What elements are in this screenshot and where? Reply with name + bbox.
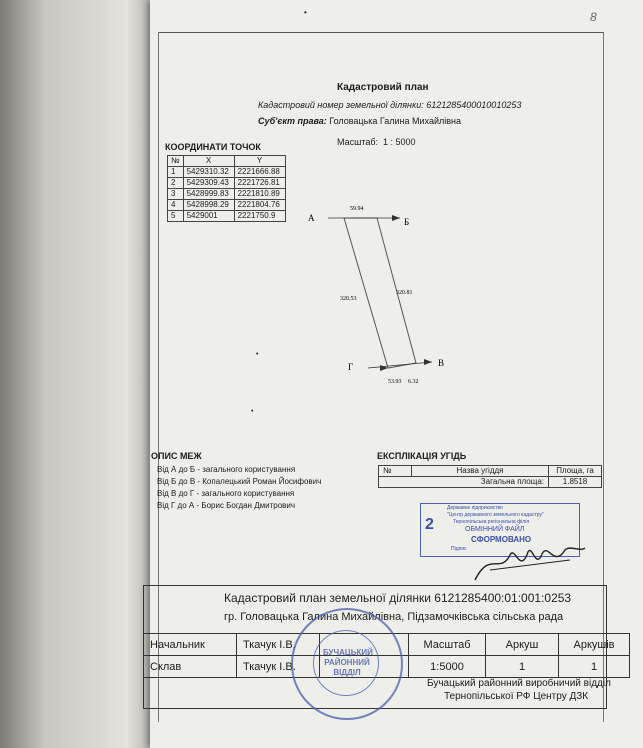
cell: 5428998.29 xyxy=(183,200,234,211)
cell: 5429310.32 xyxy=(183,167,234,178)
cell: 1 xyxy=(559,656,630,678)
table-row xyxy=(168,189,286,200)
coords-col-y: Y xyxy=(234,156,285,167)
round-seal xyxy=(291,608,403,720)
list-item: Від А до Б - загального користування xyxy=(157,465,296,474)
cell: Ткачук І.В. xyxy=(237,656,320,678)
len-left-label: 320.53 xyxy=(340,296,357,302)
footer-title: Кадастровий план земельної ділянки 6121285400:01:001:0253 xyxy=(224,591,572,605)
boundary-heading: ОПИС МЕЖ xyxy=(151,451,202,461)
cell: Масштаб xyxy=(409,634,486,656)
coords-table xyxy=(167,155,286,222)
punch-mark: • xyxy=(304,8,307,17)
org-line-2: Тернопільської РФ Центру ДЗК xyxy=(444,691,589,702)
page-number: 8 xyxy=(590,10,597,24)
cell: 2221726.81 xyxy=(234,178,285,189)
cell: 1 xyxy=(486,656,559,678)
cell: 5429001 xyxy=(183,211,234,222)
point-a-label: А xyxy=(308,213,315,223)
table-row xyxy=(168,200,286,211)
file-stamp-line: Тернопільська регіональна філія xyxy=(453,519,530,525)
table-row xyxy=(168,211,286,222)
table-row xyxy=(379,477,602,488)
land-use-heading: ЕКСПЛІКАЦІЯ УГІДЬ xyxy=(377,451,467,461)
eks-col-area: Площа, га xyxy=(549,466,602,477)
file-stamp-line: Державне підприємство xyxy=(447,505,503,511)
eks-col-num: № xyxy=(379,466,412,477)
list-item: Від В до Г - загального користування xyxy=(157,489,295,498)
list-item: Від Г до А - Борис Богдан Дмитрович xyxy=(157,501,296,510)
coords-col-num: № xyxy=(168,156,184,167)
cadastral-number: Кадастровий номер земельної ділянки: 6121285400010010253 xyxy=(258,100,522,110)
cell: Ткачук І.В. xyxy=(237,634,320,656)
file-stamp-line: "Центр державного земельного кадастру" xyxy=(447,512,544,518)
len-v-label: 6.32 xyxy=(408,379,419,385)
cell: 3 xyxy=(168,189,184,200)
arrow-v-marker xyxy=(424,359,432,365)
cell: Аркушів xyxy=(559,634,630,656)
cell: 1:5000 xyxy=(409,656,486,678)
scale-value: 1 : 5000 xyxy=(383,137,416,147)
land-use-table xyxy=(378,465,602,488)
file-stamp-line: ОБМІННИЙ ФАЙЛ xyxy=(465,526,525,533)
cell: 5 xyxy=(168,211,184,222)
table-row xyxy=(168,178,286,189)
boundary-list xyxy=(157,464,321,512)
scale-label: Масштаб: xyxy=(337,137,379,147)
cell: 5429309.43 xyxy=(183,178,234,189)
coords-header-row xyxy=(168,156,286,167)
frame-top-line xyxy=(158,32,603,33)
cell: 1 xyxy=(168,167,184,178)
cell: 2221804.76 xyxy=(234,200,285,211)
ink-mark: • xyxy=(256,351,259,358)
eks-col-name: Назва угіддя xyxy=(412,466,549,477)
scale-line xyxy=(337,137,416,147)
cell: 2221750.9 xyxy=(234,211,285,222)
arrow-b-marker xyxy=(392,215,400,221)
cell: 4 xyxy=(168,200,184,211)
edge-gv-line xyxy=(368,362,432,368)
table-row xyxy=(168,167,286,178)
eks-total-value: 1.8518 xyxy=(549,477,602,488)
owner-label: Суб'єкт права: xyxy=(258,116,327,126)
cell: Склав xyxy=(144,656,237,678)
owner-line xyxy=(258,116,461,126)
cell: 2221666.88 xyxy=(234,167,285,178)
coords-col-x: X xyxy=(183,156,234,167)
len-right-label: 320.81 xyxy=(396,290,413,296)
point-b-label: Б xyxy=(404,217,410,227)
cell: 2 xyxy=(168,178,184,189)
coords-heading: КООРДИНАТИ ТОЧОК xyxy=(165,142,261,152)
signature xyxy=(470,540,590,585)
len-gv-label: 53.93 xyxy=(388,379,402,385)
table-row xyxy=(379,466,602,477)
org-line-1: Бучацький районний виробничий відділ xyxy=(427,678,611,689)
cell: Аркуш xyxy=(486,634,559,656)
footer-subtitle: гр. Головацька Галина Михайлівна, Підзамочківська сільська рада xyxy=(224,611,564,623)
cell: 5428999.83 xyxy=(183,189,234,200)
cell: 2221810.89 xyxy=(234,189,285,200)
eks-total-label: Загальна площа: xyxy=(379,477,549,488)
len-ab-label: 59.94 xyxy=(350,206,364,212)
seal-text: БУЧАЦЬКИЙ РАЙОННИЙ ВІДДІЛ xyxy=(323,648,373,677)
ink-mark: • xyxy=(251,408,254,415)
parcel-drawing xyxy=(300,200,450,395)
left-page xyxy=(0,0,150,748)
point-v-label: В xyxy=(438,358,445,368)
file-stamp-line: Підпис xyxy=(451,546,467,552)
file-stamp-num: 2 xyxy=(425,516,434,533)
file-stamp-line: СФОРМОВАНО xyxy=(471,535,532,544)
document-title: Кадастровий план xyxy=(337,82,429,93)
point-g-label: Г xyxy=(348,362,354,372)
list-item: Від Б до В - Копалецький Роман Йосифович xyxy=(157,477,322,486)
owner-name: Головацька Галина Михайлівна xyxy=(329,116,461,126)
cell: Начальник xyxy=(144,634,237,656)
